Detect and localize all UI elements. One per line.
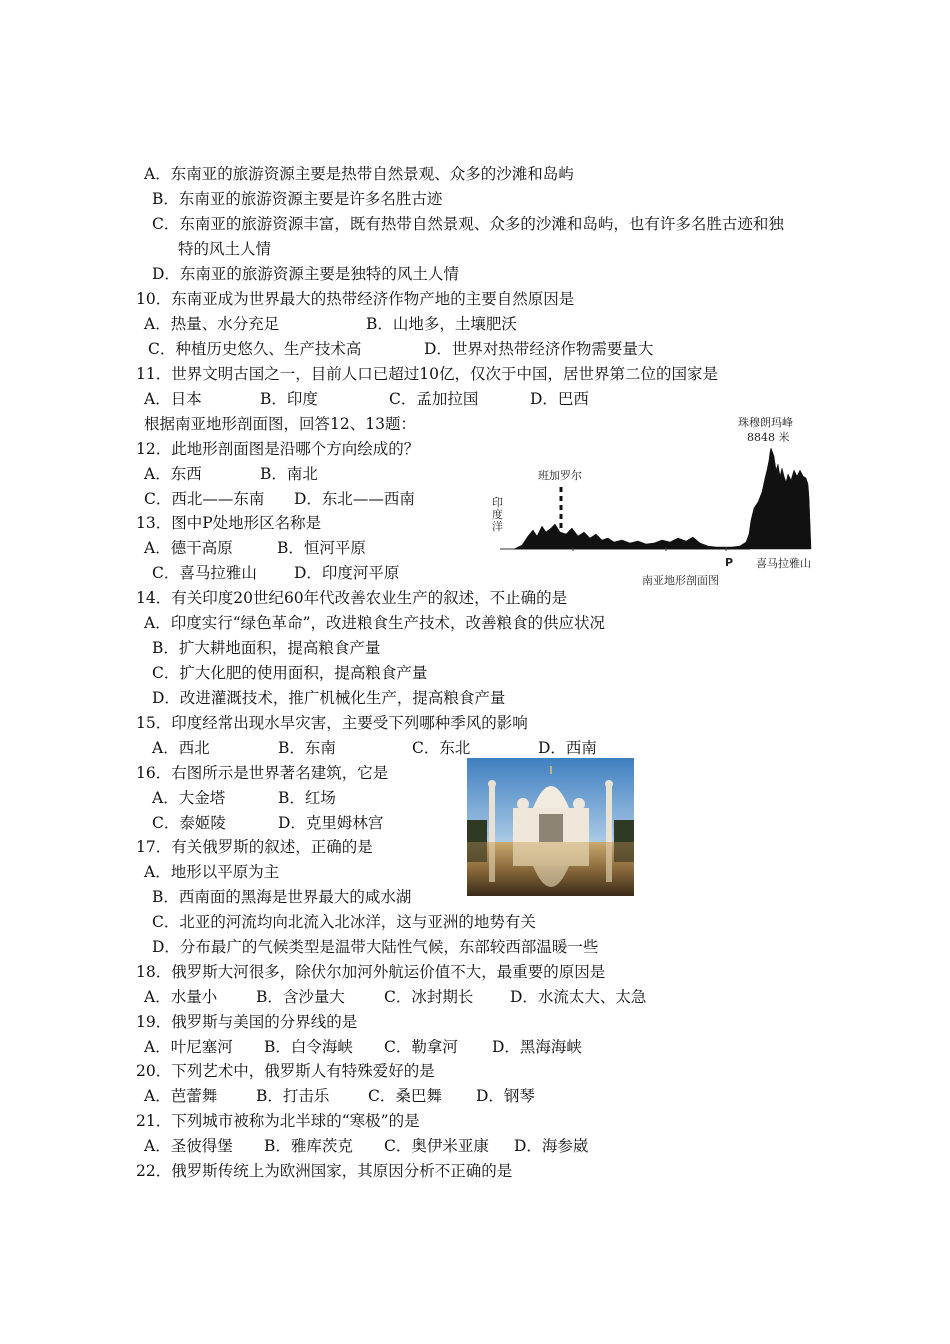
q14-option-b: B．扩大耕地面积，提高粮食产量: [152, 639, 381, 657]
q18-option-c: C．冰封期长: [384, 988, 474, 1006]
q10-stem: 10．东南亚成为世界最大的热带经济作物产地的主要自然原因是: [136, 290, 575, 308]
q9-option-a: A．东南亚的旅游资源主要是热带自然景观、众多的沙滩和岛屿: [144, 165, 574, 183]
q20-option-c: C．桑巴舞: [368, 1087, 442, 1105]
q12-option-c: C．西北——东南: [144, 490, 265, 508]
ocean-label-3: 洋: [492, 520, 503, 533]
q22-stem: 22．俄罗斯传统上为欧洲国家，其原因分析不正确的是: [136, 1162, 513, 1180]
q20-option-b: B．打击乐: [256, 1087, 330, 1105]
q9-option-c: C．东南亚的旅游资源丰富，既有热带自然景观、众多的沙滩和岛屿，也有许多名胜古迹和独: [152, 215, 784, 233]
q19-option-d: D．黑海海峡: [492, 1038, 582, 1056]
q19-option-b: B．白令海峡: [264, 1038, 353, 1056]
figure-caption: 南亚地形剖面图: [642, 574, 719, 587]
q15-option-b: B．东南: [278, 739, 336, 757]
q11-stem: 11．世界文明古国之一，目前人口已超过10亿，仅次于中国，居世界第二位的国家是: [136, 365, 718, 383]
q21-stem: 21．下列城市被称为北半球的“寒极”的是: [136, 1112, 420, 1130]
q17-option-a: A．地形以平原为主: [144, 863, 280, 881]
q14-option-a: A．印度实行“绿色革命”，改进粮食生产技术，改善粮食的供应状况: [144, 614, 606, 632]
q10-option-d: D．世界对热带经济作物需要量大: [424, 340, 654, 358]
q17-option-b: B．西南面的黑海是世界最大的咸水湖: [152, 888, 412, 906]
q12-option-a: A．东西: [144, 465, 202, 483]
q13-option-b: B．恒河平原: [277, 539, 366, 557]
q10-option-a: A．热量、水分充足: [144, 315, 280, 333]
taj-mahal-illustration: [467, 758, 634, 896]
q15-option-c: C．东北: [412, 739, 471, 757]
q15-option-a: A．西北: [152, 739, 210, 757]
q17-stem: 17．有关俄罗斯的叙述，正确的是: [136, 838, 373, 856]
q13-stem: 13．图中P处地形区名称是: [136, 514, 322, 532]
q18-stem: 18．俄罗斯大河很多，除伏尔加河外航运价值不大，最重要的原因是: [136, 963, 606, 981]
q18-option-b: B．含沙量大: [256, 988, 345, 1006]
ocean-label-1: 印: [492, 496, 503, 509]
q21-option-d: D．海参崴: [514, 1137, 589, 1155]
q10-option-b: B．山地多，土壤肥沃: [366, 315, 517, 333]
q15-stem: 15．印度经常出现水旱灾害，主要受下列哪种季风的影响: [136, 714, 528, 732]
q12-option-d: D．东北——西南: [294, 490, 415, 508]
q17-option-d: D．分布最广的气候类型是温带大陆性气候，东部较西部温暖一些: [152, 938, 599, 956]
q20-option-a: A．芭蕾舞: [144, 1087, 218, 1105]
q13-option-a: A．德干高原: [144, 539, 233, 557]
q16-stem: 16．右图所示是世界著名建筑，它是: [136, 764, 389, 782]
q11-option-a: A．日本: [144, 390, 202, 408]
q14-option-d: D．改进灌溉技术，推广机械化生产，提高粮食产量: [152, 689, 506, 707]
p-marker-label: P: [725, 556, 734, 569]
q20-stem: 20．下列艺术中，俄罗斯人有特殊爱好的是: [136, 1062, 435, 1080]
q10-option-c: C．种植历史悠久、生产技术高: [148, 340, 362, 358]
q16-option-a: A．大金塔: [152, 789, 226, 807]
q20-option-d: D．钢琴: [476, 1087, 535, 1105]
q9-option-b: B．东南亚的旅游资源主要是许多名胜古迹: [152, 190, 443, 208]
range-label: 喜马拉雅山: [756, 557, 811, 570]
q12-stem: 12．此地形剖面图是沿哪个方向绘成的？: [136, 440, 420, 458]
taj-mahal-photo: [467, 758, 634, 896]
q11-option-c: C．孟加拉国: [389, 390, 479, 408]
q15-option-d: D．西南: [538, 739, 597, 757]
q18-option-d: D．水流太大、太急: [510, 988, 647, 1006]
q16-option-b: B．红场: [278, 789, 336, 807]
terrain-silhouette: [514, 448, 811, 549]
q13-option-c: C．喜马拉雅山: [152, 564, 257, 582]
q18-option-a: A．水量小: [144, 988, 218, 1006]
south-asia-profile-figure: [488, 412, 828, 592]
q19-option-a: A．叶尼塞河: [144, 1038, 233, 1056]
ocean-label-2: 度: [492, 508, 503, 521]
q21-option-a: A．圣彼得堡: [144, 1137, 233, 1155]
q16-option-d: D．克里姆林宫: [278, 814, 384, 832]
q21-option-c: C．奥伊米亚康: [384, 1137, 489, 1155]
q21-option-b: B．雅库茨克: [264, 1137, 353, 1155]
q11-option-d: D．巴西: [530, 390, 589, 408]
peak-name-label: 珠穆朗玛峰: [738, 416, 793, 429]
intro-12-13: 根据南亚地形剖面图，回答12、13题：: [144, 415, 416, 433]
q19-stem: 19．俄罗斯与美国的分界线的是: [136, 1013, 358, 1031]
q9-option-d: D．东南亚的旅游资源主要是独特的风土人情: [152, 265, 459, 283]
q12-option-b: B．南北: [260, 465, 318, 483]
q19-option-c: C．勒拿河: [384, 1038, 458, 1056]
q16-option-c: C．泰姬陵: [152, 814, 226, 832]
q14-stem: 14．有关印度20世纪60年代改善农业生产的叙述，不止确的是: [136, 589, 568, 607]
peak-height-label: 8848 米: [747, 431, 790, 444]
q9-option-c-cont: 特的风土人情: [178, 240, 272, 258]
q13-option-d: D．印度河平原: [294, 564, 400, 582]
q17-option-c: C．北亚的河流均向北流入北冰洋，这与亚洲的地势有关: [152, 913, 536, 931]
q14-option-c: C．扩大化肥的使用面积，提高粮食产量: [152, 664, 428, 682]
q11-option-b: B．印度: [260, 390, 318, 408]
city-label: 班加罗尔: [538, 469, 582, 482]
